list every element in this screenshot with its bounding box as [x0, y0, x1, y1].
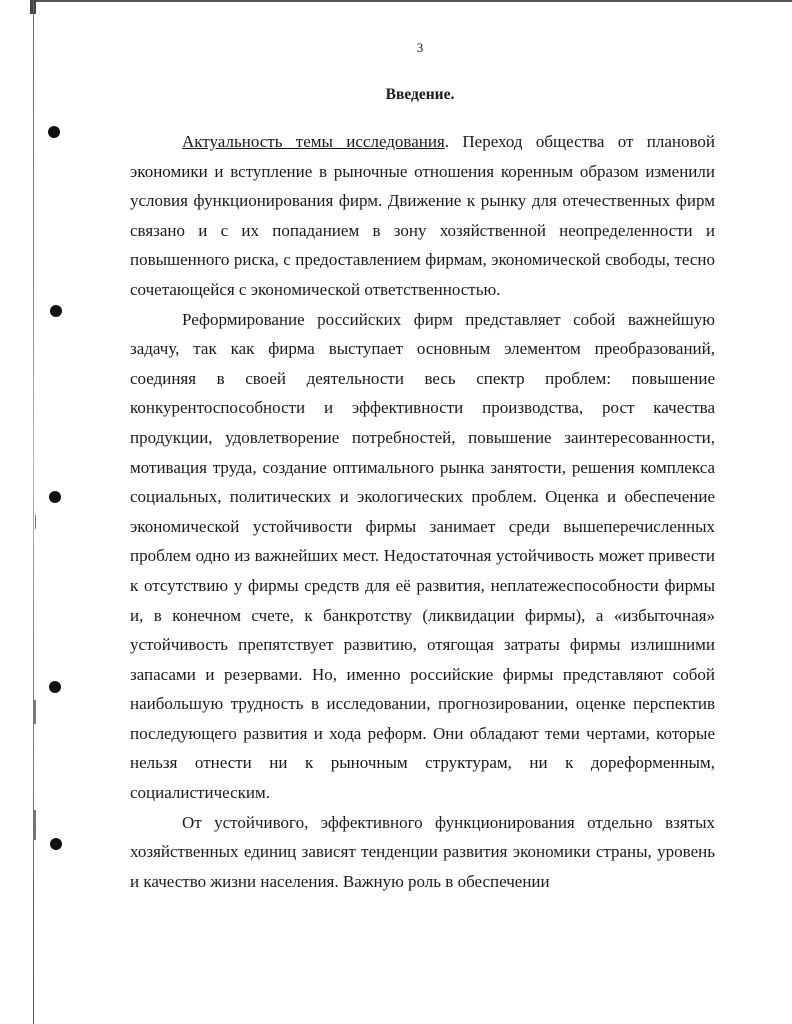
paragraph	[130, 305, 715, 808]
scan-speck	[35, 515, 36, 529]
punch-hole-dot	[50, 305, 62, 317]
punch-hole-dot	[49, 681, 61, 693]
paragraph-text: Реформирование российских фирм представляет собой важнейшую задачу, так как фирма выступает основным элементом преобразований, соединяя в своей деятельности весь спектр проблем: повышение конкурентоспособности и эффективности производства, рост качества продукции, удовлетворение потребностей, повышение заинтересованности, мотивация труда, создание оптимального рынка занятости, решения комплекса социальных, политических и экологических проблем. Оценка и обеспечение экономической устойчивости фирмы занимает среди вышеперечисленных проблем одно из важнейших мест. Недостаточная устойчивость может привести к отсутствию у фирмы средств для её развития, неплатежеспособности фирмы и, в конечном счете, к банкротству (ликвидации фирмы), а «избыточная» устойчивость препятствует развитию, отягощая затраты фирмы излишними запасами и резервами. Но, именно российские фирмы представляют собой наибольшую трудность в исследовании, прогнозировании, оценке перспектив последующего развития и хода реформ. Они обладают теми чертами, которые нельзя отнести ни к рыночным структурам, ни к дореформенным, социалистическим.	[130, 309, 715, 803]
punch-hole-dot	[49, 491, 61, 503]
scan-top-edge	[34, 0, 792, 2]
paragraph	[130, 127, 715, 305]
punch-hole-dot	[50, 838, 62, 850]
paragraph-lead: Актуальность темы исследования	[182, 132, 445, 151]
paragraph-text: . Переход общества от плановой экономики и вступление в рыночные отношения коренным образом изменили условия функционирования фирм. Движение к рынку для отечественных фирм связано и с их попаданием в зону хозяйственной неопределенности и повышенного риска, с предоставлением фирмам, экономической свободы, тесно сочетающейся с экономической ответственностью.	[130, 132, 715, 299]
scan-left-edge	[33, 0, 34, 1024]
body-text	[130, 127, 715, 896]
punch-hole-dot	[48, 126, 60, 138]
page-number: 3	[416, 40, 424, 55]
paragraph-text: От устойчивого, эффективного функционирования отдельно взятых хозяйственных единиц зависят тенденции развития экономики страны, уровень и качество жизни населения. Важную роль в обеспечении	[130, 812, 715, 891]
paragraph	[130, 808, 715, 897]
section-heading: Введение.	[385, 86, 455, 103]
scan-speck	[34, 700, 36, 724]
scan-speck	[34, 810, 36, 840]
